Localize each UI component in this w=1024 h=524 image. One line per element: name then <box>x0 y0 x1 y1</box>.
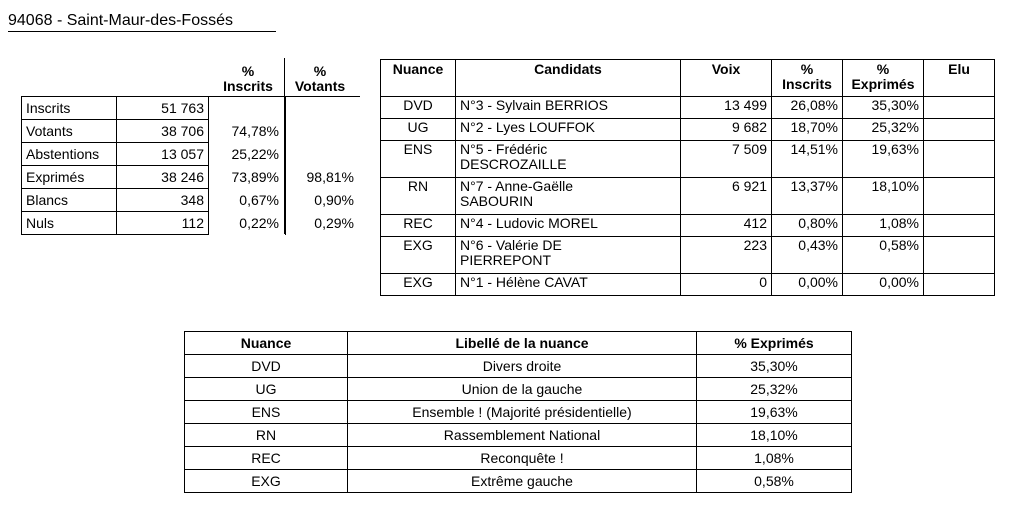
stats-label: Inscrits <box>22 97 117 120</box>
candidate-nuance: ENS <box>381 141 456 178</box>
candidate-name-line: N°1 - Hélène CAVAT <box>460 274 588 290</box>
candidate-pct-inscrits: 18,70% <box>772 119 843 141</box>
stats-value: 112 <box>117 212 209 235</box>
stats-row <box>22 189 361 212</box>
candidate-pct-exprimes: 19,63% <box>843 141 924 178</box>
nuance-libelle: Rassemblement National <box>348 424 697 447</box>
nuance-row <box>185 378 852 401</box>
stats-label: Abstentions <box>22 143 117 166</box>
stats-row <box>22 212 361 235</box>
col-pct-exprimes-header: % Exprimés <box>697 332 852 355</box>
stats-row <box>22 143 361 166</box>
candidate-voix: 13 499 <box>681 97 772 119</box>
candidate-name-line: N°7 - Anne-Gaëlle <box>460 178 573 194</box>
candidate-nuance: DVD <box>381 97 456 119</box>
candidate-pct-exprimes: 18,10% <box>843 178 924 215</box>
candidate-pct-exprimes: 0,00% <box>843 274 924 296</box>
nuance-pct: 1,08% <box>697 447 852 470</box>
candidate-voix: 223 <box>681 237 772 274</box>
candidate-pct-inscrits: 26,08% <box>772 97 843 119</box>
candidate-row <box>381 215 995 237</box>
candidate-elu <box>924 274 995 296</box>
candidate-voix: 6 921 <box>681 178 772 215</box>
stats-label: Nuls <box>22 212 117 235</box>
col-pct-inscrits-line1: % <box>241 63 255 79</box>
stats-value: 51 763 <box>117 97 209 120</box>
stats-pct-inscrits: 0,22% <box>239 214 279 231</box>
nuance-code: ENS <box>185 401 348 424</box>
nuance-pct: 25,32% <box>697 378 852 401</box>
candidate-pct-inscrits: 0,00% <box>772 274 843 296</box>
col-nuance-header: Nuance <box>185 332 348 355</box>
candidate-elu <box>924 97 995 119</box>
candidate-row <box>381 237 995 274</box>
candidate-voix: 0 <box>681 274 772 296</box>
nuance-libelle: Ensemble ! (Majorité présidentielle) <box>348 401 697 424</box>
stats-pct-inscrits: 25,22% <box>231 145 279 162</box>
candidate-name <box>456 141 681 178</box>
col-pct-inscrits-header <box>772 60 843 97</box>
stats-value: 38 706 <box>117 120 209 143</box>
col-pct-exprimes-line1: % <box>876 61 890 77</box>
candidate-pct-exprimes: 35,30% <box>843 97 924 119</box>
col-elu-header: Elu <box>924 60 995 97</box>
candidate-row <box>381 274 995 296</box>
candidate-name-line: N°2 - Lyes LOUFFOK <box>460 119 595 135</box>
nuance-code: UG <box>185 378 348 401</box>
col-nuance-header: Nuance <box>381 60 456 97</box>
candidate-nuance: EXG <box>381 274 456 296</box>
stats-row <box>22 166 361 189</box>
candidate-name-line: N°3 - Sylvain BERRIOS <box>460 97 608 113</box>
col-pct-inscrits-line2: Inscrits <box>782 76 832 92</box>
nuance-code: EXG <box>185 470 348 493</box>
nuance-pct: 18,10% <box>697 424 852 447</box>
candidate-voix: 9 682 <box>681 119 772 141</box>
candidate-nuance: EXG <box>381 237 456 274</box>
candidate-name-line: N°6 - Valérie DE <box>460 237 562 253</box>
stats-table <box>21 96 360 235</box>
candidate-row <box>381 141 995 178</box>
col-pct-exprimes-line2: Exprimés <box>851 76 915 92</box>
stats-pct-inscrits: 74,78% <box>231 122 279 139</box>
candidate-elu <box>924 178 995 215</box>
candidate-pct-exprimes: 1,08% <box>843 215 924 237</box>
candidate-pct-inscrits: 0,80% <box>772 215 843 237</box>
stats-value: 348 <box>117 189 209 212</box>
candidate-name-line: N°5 - Frédéric <box>460 141 548 157</box>
nuance-libelle: Extrême gauche <box>348 470 697 493</box>
candidate-row <box>381 97 995 119</box>
candidate-name-line: SABOURIN <box>460 193 534 209</box>
nuance-pct: 0,58% <box>697 470 852 493</box>
candidate-pct-inscrits: 0,43% <box>772 237 843 274</box>
stats-value: 38 246 <box>117 166 209 189</box>
candidate-row <box>381 178 995 215</box>
stats-pct-votants <box>286 120 361 143</box>
candidate-pct-inscrits: 14,51% <box>772 141 843 178</box>
stats-row <box>22 97 361 120</box>
col-candidats-header: Candidats <box>456 60 681 97</box>
candidate-voix: 412 <box>681 215 772 237</box>
stats-pct-votants: 0,90% <box>286 189 361 212</box>
candidate-elu <box>924 119 995 141</box>
col-pct-inscrits-line1: % <box>800 61 814 77</box>
nuance-row <box>185 401 852 424</box>
candidate-name <box>456 119 681 141</box>
stats-pct-inscrits: 73,89% <box>231 168 279 185</box>
candidate-name <box>456 178 681 215</box>
candidate-pct-inscrits: 13,37% <box>772 178 843 215</box>
nuance-libelle: Divers droite <box>348 355 697 378</box>
stats-pct-inscrits: 0,67% <box>239 191 279 208</box>
page-title: 94068 - Saint-Maur-des-Fossés <box>8 12 276 32</box>
stats-pct-votants: 0,29% <box>286 212 361 235</box>
stats-label: Exprimés <box>22 166 117 189</box>
candidate-name-line: N°4 - Ludovic MOREL <box>460 215 598 231</box>
candidate-row <box>381 119 995 141</box>
nuance-pct: 19,63% <box>697 401 852 424</box>
candidate-name <box>456 274 681 296</box>
nuance-libelle: Union de la gauche <box>348 378 697 401</box>
col-voix-header: Voix <box>681 60 772 97</box>
candidate-name <box>456 215 681 237</box>
col-pct-votants-line2: Votants <box>294 78 346 94</box>
candidate-name <box>456 237 681 274</box>
col-pct-votants-header <box>284 64 356 94</box>
candidate-name <box>456 97 681 119</box>
nuance-row <box>185 355 852 378</box>
candidate-pct-exprimes: 0,58% <box>843 237 924 274</box>
stats-value: 13 057 <box>117 143 209 166</box>
stats-label: Votants <box>22 120 117 143</box>
nuance-row <box>185 447 852 470</box>
candidates-table <box>380 59 995 296</box>
candidate-nuance: RN <box>381 178 456 215</box>
col-pct-exprimes-header <box>843 60 924 97</box>
candidate-pct-exprimes: 25,32% <box>843 119 924 141</box>
col-pct-votants-line1: % <box>313 63 327 79</box>
nuance-libelle: Reconquête ! <box>348 447 697 470</box>
nuance-code: REC <box>185 447 348 470</box>
stats-pct-inscrits <box>209 97 286 120</box>
stats-pct-votants: 98,81% <box>286 166 361 189</box>
candidate-name-line: DESCROZAILLE <box>460 156 567 172</box>
candidate-voix: 7 509 <box>681 141 772 178</box>
nuances-table <box>184 331 852 493</box>
candidate-elu <box>924 237 995 274</box>
candidate-name-line: PIERREPONT <box>460 252 552 268</box>
nuance-row <box>185 424 852 447</box>
stats-row <box>22 120 361 143</box>
candidate-elu <box>924 215 995 237</box>
nuance-pct: 35,30% <box>697 355 852 378</box>
stats-pct-votants <box>286 97 361 120</box>
nuance-code: RN <box>185 424 348 447</box>
candidate-nuance: REC <box>381 215 456 237</box>
col-libelle-header: Libellé de la nuance <box>348 332 697 355</box>
col-pct-inscrits-line2: Inscrits <box>223 78 273 94</box>
stats-pct-votants <box>286 143 361 166</box>
candidate-nuance: UG <box>381 119 456 141</box>
col-pct-inscrits-header <box>212 64 284 94</box>
stats-label: Blancs <box>22 189 117 212</box>
nuance-code: DVD <box>185 355 348 378</box>
candidate-elu <box>924 141 995 178</box>
nuance-row <box>185 470 852 493</box>
